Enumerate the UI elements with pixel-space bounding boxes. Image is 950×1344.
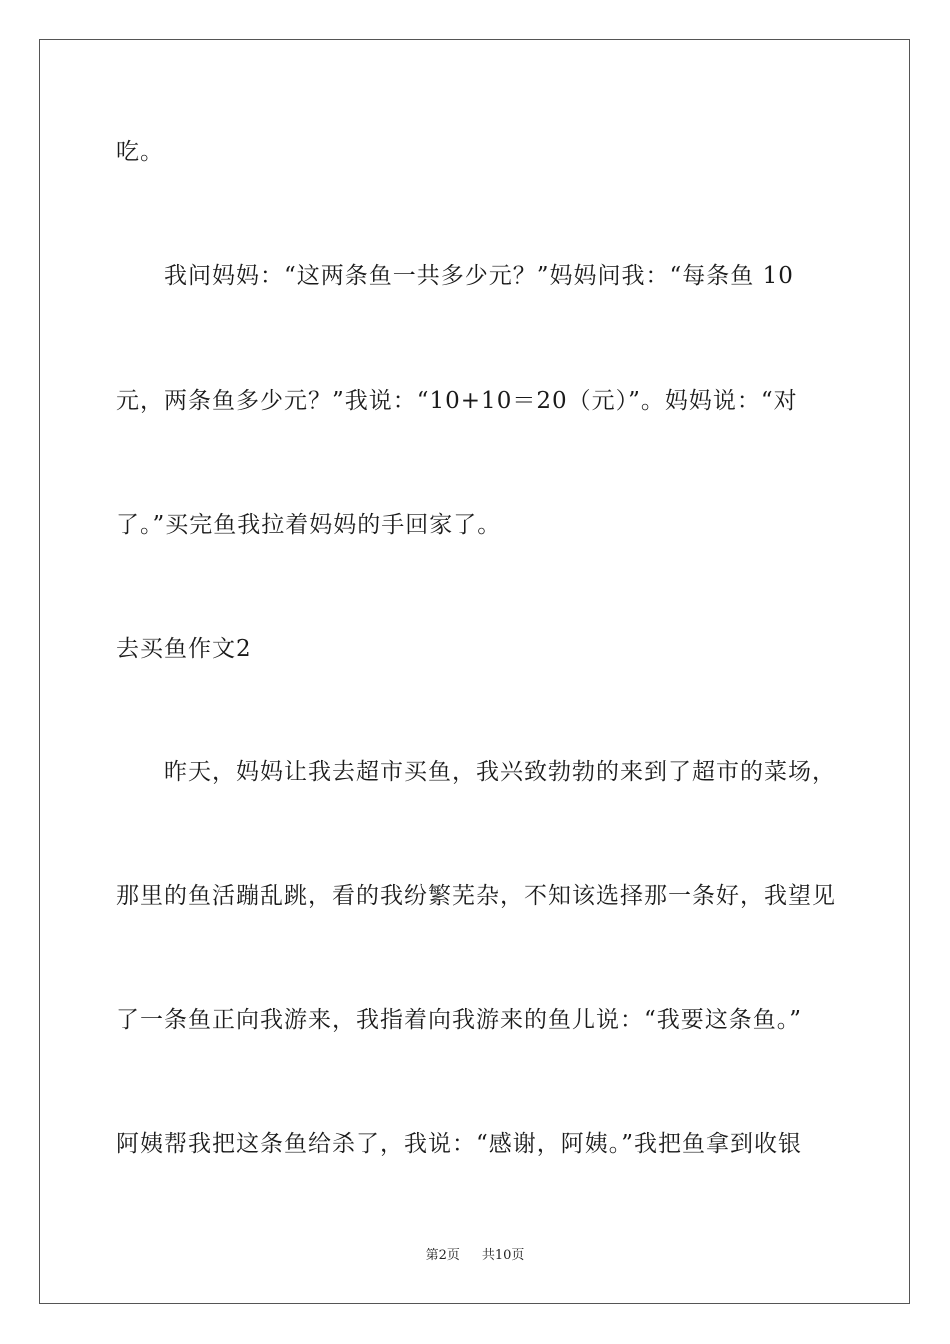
text-line-2: 我问妈妈：“这两条鱼一共多少元？”妈妈问我：“每条鱼 10	[164, 263, 794, 289]
text-line-4: 了。”买完鱼我拉着妈妈的手回家了。	[116, 512, 502, 538]
text-line-7: 那里的鱼活蹦乱跳，看的我纷繁芜杂，不知该选择那一条好，我望见	[116, 883, 836, 909]
text-line-8: 了一条鱼正向我游来，我指着向我游来的鱼儿说：“我要这条鱼。”	[116, 1007, 803, 1033]
text-line-9: 阿姨帮我把这条鱼给杀了，我说：“感谢，阿姨。”我把鱼拿到收银	[116, 1131, 803, 1157]
page-total: 共10页	[481, 1248, 525, 1263]
text-line-6: 昨天，妈妈让我去超市买鱼，我兴致勃勃的来到了超市的菜场，	[164, 759, 836, 785]
page-footer	[0, 1247, 950, 1265]
page-border	[39, 39, 910, 1304]
section-heading: 去买鱼作文2	[116, 636, 252, 662]
text-line-3: 元，两条鱼多少元？”我说：“10+10＝20（元）”。妈妈说：“对	[116, 388, 798, 414]
page-number: 第2页	[425, 1248, 460, 1263]
text-line-1: 吃。	[116, 139, 164, 165]
